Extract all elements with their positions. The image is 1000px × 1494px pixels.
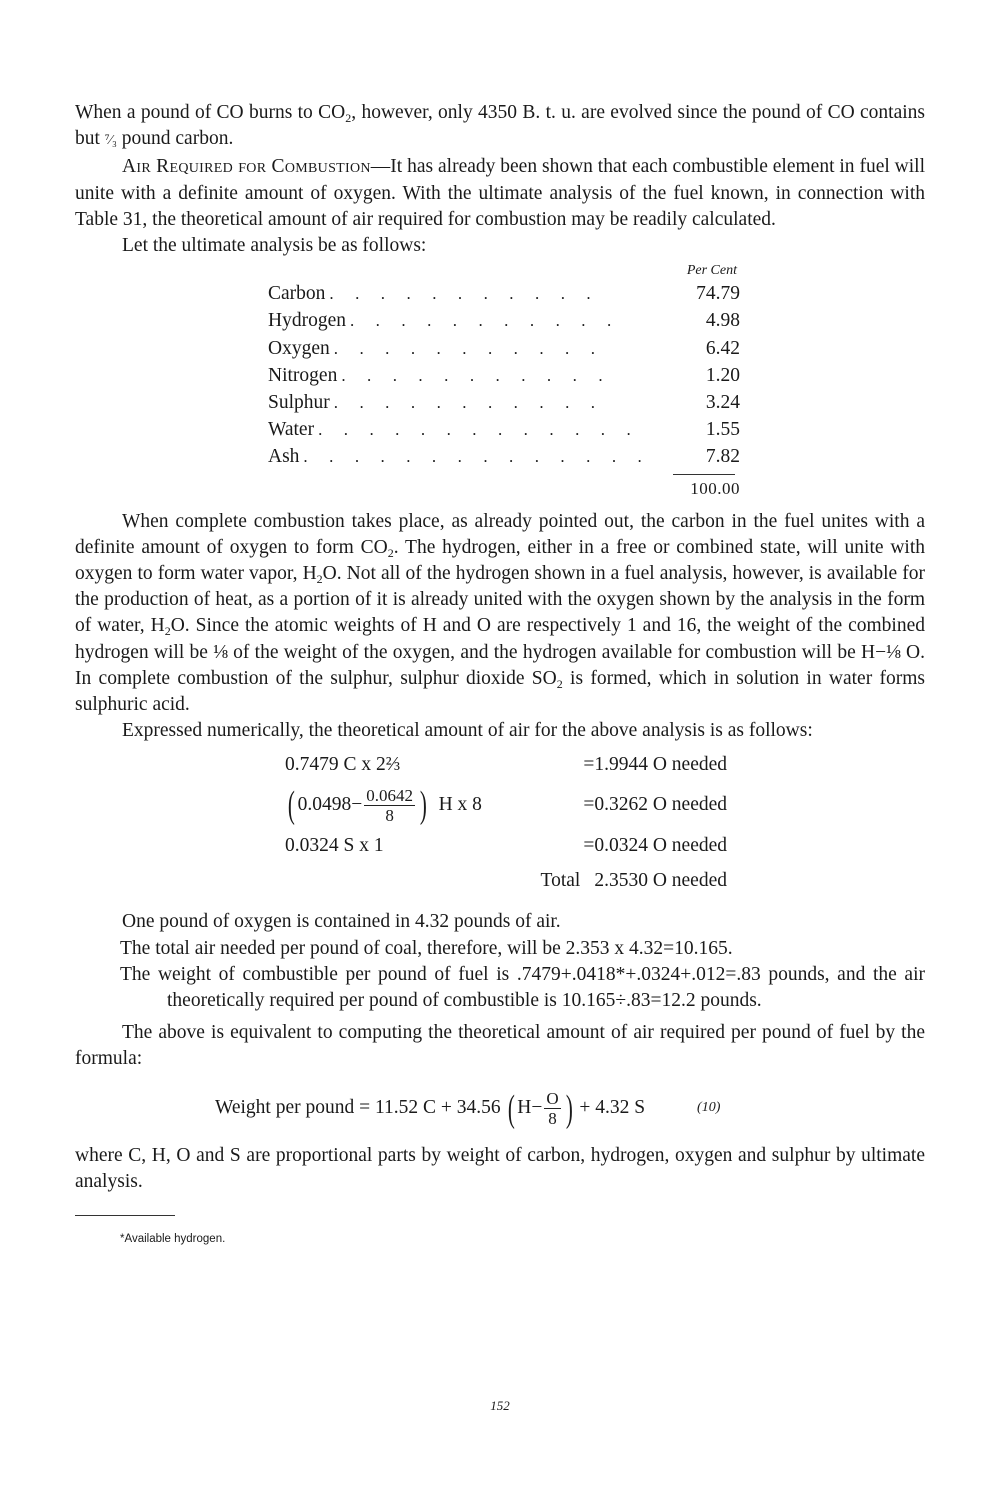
- formula-lhs: Weight per pound = 11.52 C + 34.56: [215, 1097, 501, 1119]
- calc-right: =0.0324 O needed: [583, 835, 727, 857]
- paragraph-expressed-numerically: Expressed numerically, the theoretical amount of air for the above analysis is as follows:: [122, 720, 813, 742]
- right-paren: ): [565, 1087, 573, 1130]
- section-heading: Air Required for Combustion: [122, 156, 371, 178]
- text-segment: is formed, which in solution in water forms sulphuric acid.: [75, 667, 925, 715]
- component-value: 74.79: [696, 283, 740, 305]
- table-row: [268, 443, 740, 470]
- leader-dots: . . . . . . . . . . .: [341, 365, 612, 385]
- text-segment: When a pound of CO burns to CO: [75, 102, 346, 123]
- equation-number: (10): [697, 1100, 721, 1116]
- paragraph-combustible-weight: The weight of combustible per pound of fuel is .7479+.0418*+.0324+.012=.83 pounds, and the air theoretically required per pound of combustible is 10.165÷.83=12.2 pounds.: [120, 963, 925, 1011]
- subscript: 2: [164, 624, 171, 639]
- calc-total: [541, 868, 727, 894]
- calc-row-carbon: [285, 748, 727, 781]
- paragraph-oxygen-in-air: One pound of oxygen is contained in 4.32 pounds of air.: [122, 911, 561, 933]
- leader-dots: . . . . . . . . . . .: [333, 338, 604, 358]
- component-name: Sulphur: [268, 391, 330, 413]
- formula-rhs: + 4.32 S: [579, 1097, 646, 1119]
- paragraph-formula-intro: The above is equivalent to computing the theoretical amount of air required per pound of fuel by the formula:: [75, 1022, 925, 1070]
- table-row: [268, 335, 740, 362]
- formula-term: H−: [517, 1097, 543, 1119]
- text-segment: pound carbon.: [116, 128, 234, 150]
- text-segment: , however, only 4350 B. t. u. are evolved since the pound of CO contains but: [75, 102, 926, 150]
- table-row: [268, 280, 740, 307]
- right-paren: ): [419, 784, 427, 827]
- paragraph-total-air: The total air needed per pound of coal, therefore, will be 2.353 x 4.32=10.165.: [120, 937, 733, 959]
- calc-left: [285, 786, 583, 825]
- paragraph-formula-explanation: where C, H, O and S are proportional parts by weight of carbon, hydrogen, oxygen and sulphur by ultimate analysis.: [75, 1144, 925, 1192]
- paragraph-complete-combustion: [75, 509, 925, 719]
- text-segment: O. Not all of the hydrogen shown in a fuel analysis, however, is available for the production of heat, as a portion of it is already united with the oxygen shown by the analysis in the form of water, H: [75, 562, 925, 637]
- ultimate-analysis-table: [268, 262, 740, 502]
- fraction-glyph: ⁷⁄₃: [104, 133, 117, 149]
- fraction-denominator: 8: [548, 1109, 557, 1129]
- left-paren: (: [287, 784, 295, 827]
- fraction-numerator: O: [546, 1089, 559, 1109]
- calc-row-total: [285, 863, 727, 899]
- component-value: 3.24: [705, 391, 740, 413]
- calc-term: H x 8: [438, 793, 482, 815]
- subscript: 2: [345, 111, 352, 125]
- paragraph-air-required: [75, 154, 925, 233]
- leader-dots: . . . . . . . . . . . . . .: [303, 447, 651, 467]
- total-label: Total: [540, 870, 581, 892]
- calc-left: 0.7479 C x 2⅔: [285, 753, 401, 775]
- table-row: [268, 389, 740, 416]
- calc-term: 0.0498−: [297, 793, 363, 815]
- component-value: 7.82: [705, 446, 740, 468]
- footnote-rule: [75, 1215, 175, 1216]
- leader-dots: . . . . . . . . . . . . .: [318, 420, 640, 440]
- leader-dots: . . . . . . . . . . .: [333, 392, 604, 412]
- paragraph-co-combustion: [75, 100, 925, 154]
- oxygen-calculation: [285, 748, 727, 899]
- component-name: Hydrogen: [268, 310, 346, 332]
- column-header: Per Cent: [686, 263, 737, 279]
- calc-row-sulphur: [285, 829, 727, 863]
- text-segment: . The hydrogen, either in a free or combined state, will unite with oxygen to form water vapor, H: [75, 536, 925, 584]
- leader-dots: . . . . . . . . . . .: [329, 284, 600, 304]
- total-value: 2.3530 O needed: [594, 870, 727, 892]
- component-name: Carbon: [268, 283, 326, 305]
- fraction: [364, 786, 415, 825]
- text-segment: O. Since the atomic weights of H and O are respectively 1 and 16, the weight of the combined hydrogen will be ⅛ of the weight of the oxygen, and the hydrogen available for combustion will be H−⅛ O. In complete combustion of the sulphur, sulphur dioxide SO: [75, 615, 925, 689]
- footnote: *Available hydrogen.: [120, 1232, 226, 1245]
- page-body: [75, 100, 925, 1252]
- text-segment: When complete combustion takes place, as already pointed out, the carbon in the fuel unites with a definite amount of oxygen to form CO: [75, 510, 925, 558]
- component-name: Nitrogen: [268, 364, 338, 386]
- air-formula: [215, 1087, 925, 1131]
- calc-left: 0.0324 S x 1: [285, 835, 384, 857]
- table-row: [268, 416, 740, 443]
- component-value: 4.98: [705, 310, 740, 332]
- table-row: [268, 362, 740, 389]
- table-row: [268, 307, 740, 334]
- component-name: Water: [268, 419, 315, 441]
- left-paren: (: [507, 1087, 515, 1130]
- text-segment: —It has already been shown that each combustible element in fuel will unite with a definite amount of oxygen. With the ultimate analysis of the fuel known, in connection with Table 31, the theoretical amount of air required for combustion may be readily calculated.: [75, 156, 926, 230]
- subscript: 2: [556, 676, 563, 691]
- component-value: 6.42: [705, 337, 740, 359]
- calc-row-hydrogen: [285, 781, 727, 829]
- component-name: Ash: [268, 446, 300, 468]
- fraction-denominator: 8: [385, 805, 394, 825]
- leader-dots: . . . . . . . . . . .: [349, 311, 620, 331]
- fraction: [544, 1089, 560, 1128]
- page-number: 152: [490, 1398, 510, 1413]
- calc-right: =1.9944 O needed: [583, 753, 727, 775]
- paragraph-analysis-intro: Let the ultimate analysis be as follows:: [122, 235, 427, 257]
- calc-right: =0.3262 O needed: [583, 794, 727, 816]
- subscript: 2: [316, 571, 323, 586]
- component-name: Oxygen: [268, 337, 330, 359]
- component-value: 1.20: [705, 364, 740, 386]
- component-value: 1.55: [705, 419, 740, 441]
- total-value: 100.00: [690, 478, 740, 498]
- subscript: 2: [387, 545, 394, 560]
- fraction-numerator: 0.0642: [366, 785, 414, 805]
